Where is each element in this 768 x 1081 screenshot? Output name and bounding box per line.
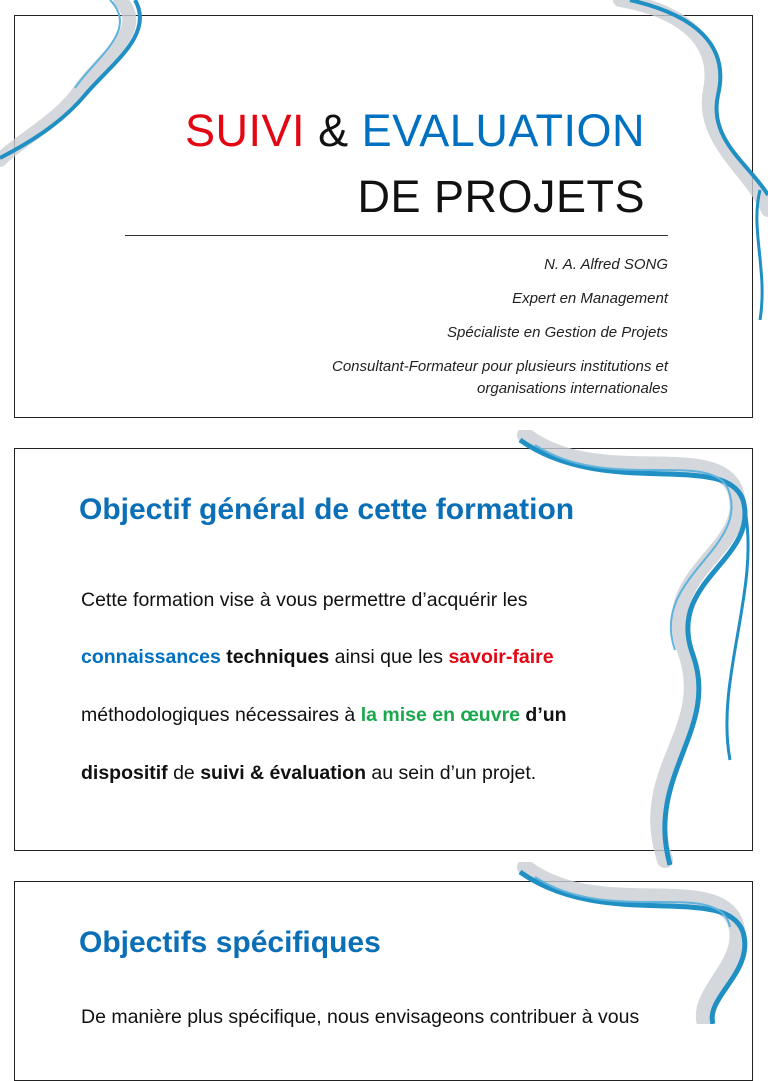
text-ainsi: ainsi que les bbox=[329, 646, 449, 668]
objective-text-line3 bbox=[81, 704, 567, 727]
author-role-consultant-line2: organisations internationales bbox=[477, 380, 668, 397]
keyword-dun: d’un bbox=[520, 704, 567, 726]
keyword-connaissances: connaissances bbox=[81, 646, 221, 668]
title-divider bbox=[125, 235, 668, 236]
general-objective-heading: Objectif général de cette formation bbox=[79, 493, 575, 526]
slide-title-line1 bbox=[185, 105, 645, 156]
keyword-mise-en-oeuvre: la mise en œuvre bbox=[360, 704, 521, 726]
keyword-techniques: techniques bbox=[220, 646, 330, 668]
slide-title-line2: DE PROJETS bbox=[357, 171, 645, 222]
objective-text-line4 bbox=[81, 762, 536, 785]
author-role-management: Expert en Management bbox=[512, 290, 668, 307]
title-slide bbox=[14, 15, 753, 418]
specific-text-line1: De manière plus spécifique, nous envisageons contribuer à vous bbox=[81, 1006, 640, 1028]
text-au-sein: au sein d’un projet. bbox=[366, 762, 537, 784]
author-role-consultant bbox=[248, 356, 668, 400]
objective-text-line1: Cette formation vise à vous permettre d’acquérir les bbox=[81, 589, 528, 611]
author-name: N. A. Alfred SONG bbox=[544, 256, 668, 273]
keyword-savoir-faire: savoir-faire bbox=[448, 646, 554, 668]
specific-objectives-heading: Objectifs spécifiques bbox=[79, 926, 381, 959]
keyword-dispositif: dispositif bbox=[81, 762, 168, 784]
specific-objectives-slide bbox=[14, 881, 753, 1081]
keyword-suivi-evaluation: suivi & évaluation bbox=[200, 762, 367, 784]
author-role-projects: Spécialiste en Gestion de Projets bbox=[447, 324, 668, 341]
title-ampersand: & bbox=[305, 105, 362, 156]
objective-text-line2 bbox=[81, 646, 554, 669]
title-evaluation: EVALUATION bbox=[361, 105, 645, 156]
text-methodologiques: méthodologiques nécessaires à bbox=[81, 704, 361, 726]
general-objective-slide bbox=[14, 448, 753, 851]
author-role-consultant-line1: Consultant-Formateur pour plusieurs institutions et bbox=[332, 358, 668, 375]
text-de: de bbox=[167, 762, 201, 784]
title-suivi: SUIVI bbox=[185, 105, 306, 156]
